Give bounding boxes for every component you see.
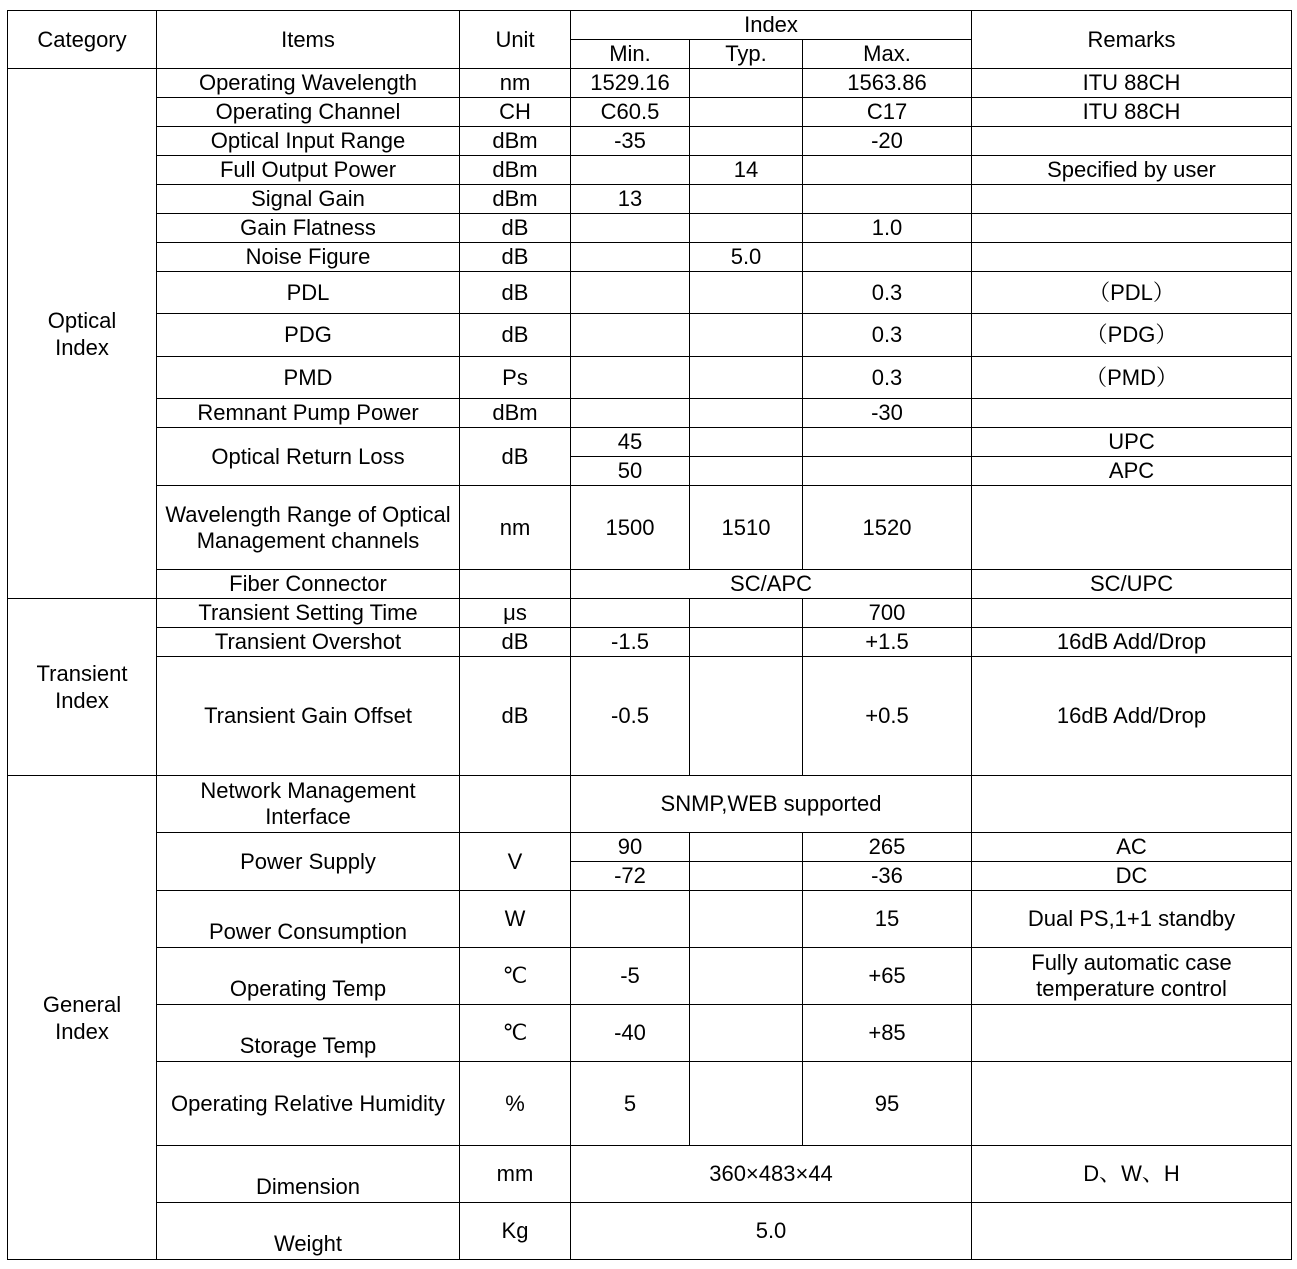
unit-cell (460, 570, 571, 599)
remarks-cell: ITU 88CH (972, 98, 1292, 127)
remarks-cell (972, 486, 1292, 570)
max-cell: 1.0 (803, 214, 972, 243)
table-row (8, 399, 1292, 428)
remarks-cell: （PDL） (972, 272, 1292, 314)
max-cell: C17 (803, 98, 972, 127)
unit-cell: dB (460, 657, 571, 776)
unit-cell: ℃ (460, 948, 571, 1005)
min-cell (571, 314, 690, 357)
max-cell (803, 428, 972, 457)
header-typ: Typ. (690, 40, 803, 69)
table-row (8, 599, 1292, 628)
max-cell: 1563.86 (803, 69, 972, 98)
max-cell: 0.3 (803, 357, 972, 399)
typ-cell (690, 1005, 803, 1062)
min-cell (571, 891, 690, 948)
min-cell (571, 599, 690, 628)
item-cell: Operating Relative Humidity (157, 1062, 460, 1146)
typ-cell (690, 69, 803, 98)
max-cell (803, 185, 972, 214)
unit-cell: μs (460, 599, 571, 628)
remarks-cell (972, 399, 1292, 428)
remarks-cell: 16dB Add/Drop (972, 657, 1292, 776)
max-cell: 0.3 (803, 272, 972, 314)
typ-cell (690, 891, 803, 948)
min-cell: -72 (571, 862, 690, 891)
table-row (8, 891, 1292, 948)
item-cell: Remnant Pump Power (157, 399, 460, 428)
remarks-cell (972, 185, 1292, 214)
remarks-cell (972, 1062, 1292, 1146)
remarks-cell: （PMD） (972, 357, 1292, 399)
unit-cell: Ps (460, 357, 571, 399)
category-label: Optical Index (47, 307, 117, 360)
item-cell: Fiber Connector (157, 570, 460, 599)
max-cell: +85 (803, 1005, 972, 1062)
typ-cell (690, 948, 803, 1005)
unit-cell: dB (460, 628, 571, 657)
remarks-cell: 16dB Add/Drop (972, 628, 1292, 657)
item-cell: Optical Input Range (157, 127, 460, 156)
typ-cell (690, 399, 803, 428)
item-cell: Operating Temp (157, 948, 460, 1005)
unit-cell: dBm (460, 399, 571, 428)
category-label: General Index (42, 991, 122, 1044)
max-cell: +65 (803, 948, 972, 1005)
remarks-cell (972, 214, 1292, 243)
remarks-cell: Dual PS,1+1 standby (972, 891, 1292, 948)
item-cell: PDG (157, 314, 460, 357)
item-cell: Optical Return Loss (157, 428, 460, 486)
remarks-cell: DC (972, 862, 1292, 891)
max-cell: 95 (803, 1062, 972, 1146)
remarks-cell (972, 599, 1292, 628)
table-row (8, 628, 1292, 657)
table-row (8, 314, 1292, 357)
item-cell: Full Output Power (157, 156, 460, 185)
max-cell (803, 156, 972, 185)
min-cell: -1.5 (571, 628, 690, 657)
table-row (8, 1203, 1292, 1260)
min-cell: 45 (571, 428, 690, 457)
spec-table (7, 10, 1292, 1260)
unit-cell: mm (460, 1146, 571, 1203)
item-cell: Operating Channel (157, 98, 460, 127)
table-row (8, 570, 1292, 599)
min-cell (571, 243, 690, 272)
unit-cell: Kg (460, 1203, 571, 1260)
min-cell: -40 (571, 1005, 690, 1062)
typ-cell (690, 457, 803, 486)
max-cell: 1520 (803, 486, 972, 570)
typ-cell: 14 (690, 156, 803, 185)
header-items: Items (157, 11, 460, 69)
remarks-cell: （PDG） (972, 314, 1292, 357)
remarks-cell: D、W、H (972, 1146, 1292, 1203)
table-row (8, 214, 1292, 243)
typ-cell (690, 272, 803, 314)
category-optical (8, 69, 157, 599)
remarks-cell (972, 127, 1292, 156)
table-row (8, 156, 1292, 185)
unit-cell: nm (460, 486, 571, 570)
remarks-cell: Specified by user (972, 156, 1292, 185)
typ-cell (690, 428, 803, 457)
unit-cell: dB (460, 214, 571, 243)
table-row (8, 833, 1292, 862)
unit-cell: dB (460, 272, 571, 314)
category-label: Transient Index (36, 661, 128, 713)
item-cell: Wavelength Range of Optical Management channels (157, 486, 460, 570)
remarks-cell: UPC (972, 428, 1292, 457)
typ-cell (690, 185, 803, 214)
typ-cell (690, 599, 803, 628)
table-row (8, 1005, 1292, 1062)
unit-cell: CH (460, 98, 571, 127)
header-min: Min. (571, 40, 690, 69)
item-cell: Power Supply (157, 833, 460, 891)
min-cell: 50 (571, 457, 690, 486)
typ-cell: 5.0 (690, 243, 803, 272)
typ-cell (690, 833, 803, 862)
item-cell: Transient Overshot (157, 628, 460, 657)
table-row (8, 185, 1292, 214)
unit-cell: % (460, 1062, 571, 1146)
table-row (8, 357, 1292, 399)
index-cell: 360×483×44 (571, 1146, 972, 1203)
remarks-cell (972, 776, 1292, 833)
index-cell: SC/APC (571, 570, 972, 599)
max-cell (803, 457, 972, 486)
typ-cell: 1510 (690, 486, 803, 570)
typ-cell (690, 314, 803, 357)
item-cell: PDL (157, 272, 460, 314)
unit-cell: dB (460, 428, 571, 486)
unit-cell: dB (460, 243, 571, 272)
min-cell (571, 272, 690, 314)
table-row (8, 486, 1292, 570)
min-cell (571, 156, 690, 185)
item-cell: Gain Flatness (157, 214, 460, 243)
item-cell: Operating Wavelength (157, 69, 460, 98)
remarks-cell (972, 1005, 1292, 1062)
remarks-cell: Fully automatic case temperature control (972, 948, 1292, 1005)
item-cell: PMD (157, 357, 460, 399)
index-cell: SNMP,WEB supported (571, 776, 972, 833)
category-transient (8, 599, 157, 776)
unit-cell: V (460, 833, 571, 891)
table-row (8, 657, 1292, 776)
unit-cell: dBm (460, 185, 571, 214)
remarks-cell: ITU 88CH (972, 69, 1292, 98)
table-row (8, 243, 1292, 272)
remarks-cell: APC (972, 457, 1292, 486)
remarks-cell (972, 243, 1292, 272)
max-cell: 15 (803, 891, 972, 948)
typ-cell (690, 127, 803, 156)
unit-cell: dBm (460, 156, 571, 185)
min-cell: 13 (571, 185, 690, 214)
item-cell: Noise Figure (157, 243, 460, 272)
typ-cell (690, 357, 803, 399)
typ-cell (690, 214, 803, 243)
typ-cell (690, 657, 803, 776)
table-row (8, 272, 1292, 314)
header-category: Category (8, 11, 157, 69)
typ-cell (690, 862, 803, 891)
remarks-cell: SC/UPC (972, 570, 1292, 599)
unit-cell: ℃ (460, 1005, 571, 1062)
min-cell (571, 399, 690, 428)
table-row (8, 1062, 1292, 1146)
typ-cell (690, 628, 803, 657)
min-cell: 90 (571, 833, 690, 862)
min-cell: 1529.16 (571, 69, 690, 98)
table-row (8, 1146, 1292, 1203)
typ-cell (690, 98, 803, 127)
min-cell (571, 214, 690, 243)
item-cell: Power Consumption (157, 891, 460, 948)
min-cell: -0.5 (571, 657, 690, 776)
item-cell: Weight (157, 1203, 460, 1260)
max-cell: -30 (803, 399, 972, 428)
table-row (8, 948, 1292, 1005)
remarks-cell (972, 1203, 1292, 1260)
item-cell: Transient Setting Time (157, 599, 460, 628)
table-row (8, 69, 1292, 98)
min-cell: C60.5 (571, 98, 690, 127)
item-cell: Signal Gain (157, 185, 460, 214)
typ-cell (690, 1062, 803, 1146)
header-index: Index (571, 11, 972, 40)
item-cell: Storage Temp (157, 1005, 460, 1062)
unit-cell: dBm (460, 127, 571, 156)
remarks-cell: AC (972, 833, 1292, 862)
max-cell (803, 243, 972, 272)
max-cell: +1.5 (803, 628, 972, 657)
table-row (8, 428, 1292, 457)
max-cell: -36 (803, 862, 972, 891)
item-cell: Dimension (157, 1146, 460, 1203)
min-cell: -35 (571, 127, 690, 156)
table-row (8, 776, 1292, 833)
max-cell: 0.3 (803, 314, 972, 357)
item-cell: Network Management Interface (157, 776, 460, 833)
max-cell: 265 (803, 833, 972, 862)
index-cell: 5.0 (571, 1203, 972, 1260)
unit-cell: dB (460, 314, 571, 357)
unit-cell (460, 776, 571, 833)
header-remarks: Remarks (972, 11, 1292, 69)
max-cell: -20 (803, 127, 972, 156)
header-max: Max. (803, 40, 972, 69)
min-cell: -5 (571, 948, 690, 1005)
max-cell: +0.5 (803, 657, 972, 776)
min-cell: 1500 (571, 486, 690, 570)
header-unit: Unit (460, 11, 571, 69)
table-row (8, 127, 1292, 156)
table-row (8, 98, 1292, 127)
item-cell: Transient Gain Offset (157, 657, 460, 776)
min-cell: 5 (571, 1062, 690, 1146)
unit-cell: nm (460, 69, 571, 98)
unit-cell: W (460, 891, 571, 948)
max-cell: 700 (803, 599, 972, 628)
category-general (8, 776, 157, 1260)
min-cell (571, 357, 690, 399)
